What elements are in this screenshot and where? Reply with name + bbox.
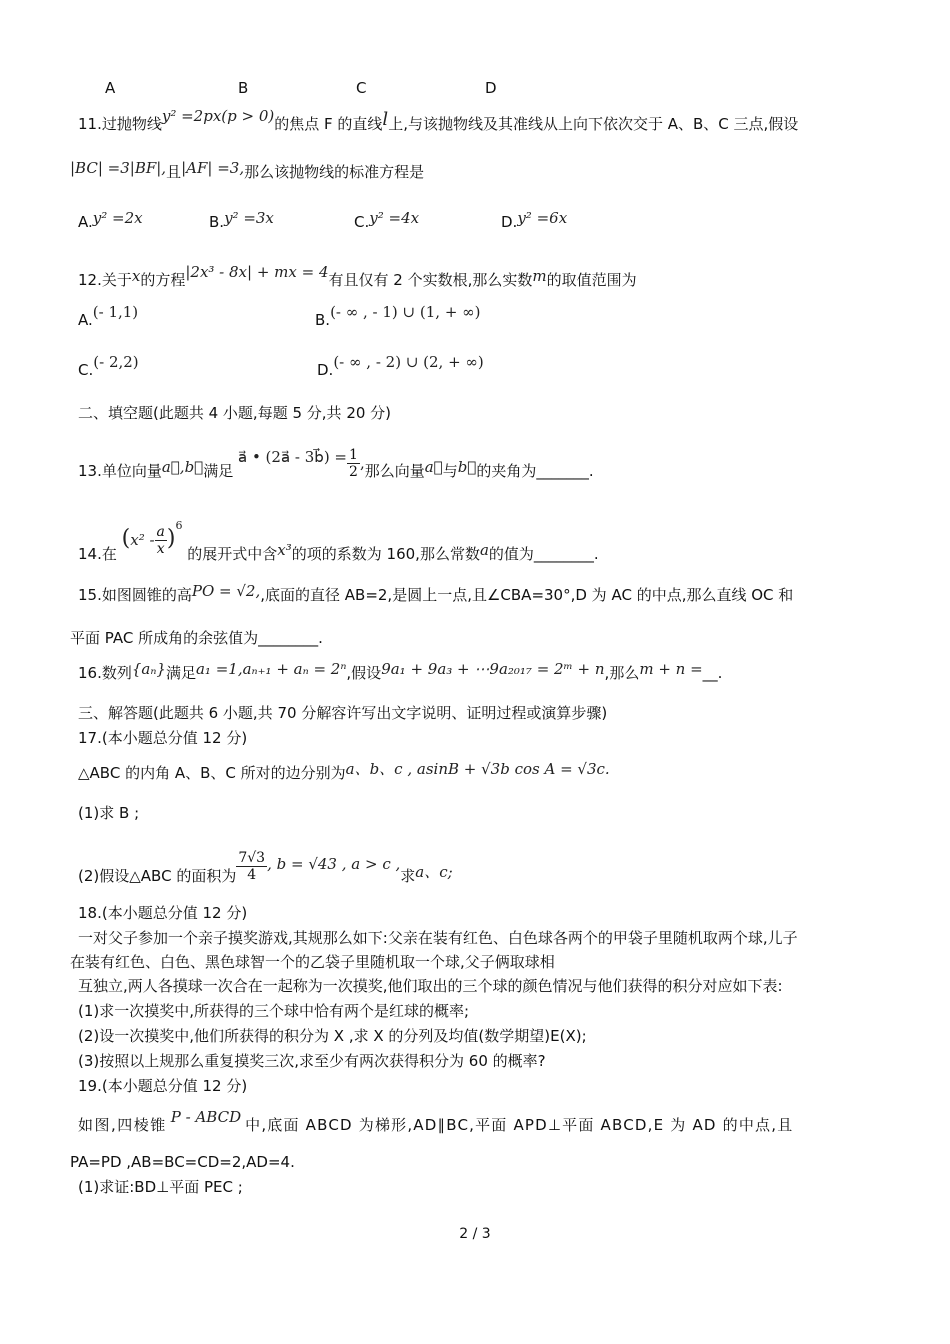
- q11-prefix: 11.过抛物线: [78, 115, 162, 133]
- q11-math-l: l: [382, 109, 389, 130]
- q18-part3: (3)按照以上规那么重复摸奖三次,求至少有两次获得积分为 60 的概率?: [78, 1052, 546, 1070]
- q17-part1: (1)求 B ;: [78, 804, 140, 822]
- q11-stem-line1: [78, 107, 799, 134]
- q11-math-af: |AF| =3,: [181, 159, 245, 177]
- q11-option-a: A.y² =2x: [78, 209, 143, 231]
- q11-text2: 上,与该抛物线及其准线从上向下依次交于 A、B、C 三点,假设: [388, 115, 799, 133]
- q11-option-c: C.y² =4x: [354, 209, 420, 231]
- q11-math-bc: |BC| =3|BF|,: [70, 159, 167, 177]
- q17-frac-area: $\frac{7√3}{4}$: [238, 850, 266, 883]
- q18-line2: 在装有红色、白色、黑色球智一个的乙袋子里随机取一个球,父子俩取球相: [70, 953, 555, 971]
- q18-part2: (2)设一次摸奖中,他们所获得的积分为 X ,求 X 的分列及均值(数学期望)E(X);: [78, 1027, 587, 1045]
- q14-math-a: a: [479, 541, 489, 559]
- section3-heading: 三、解答题(此题共 6 小题,共 70 分解容许写出文字说明、证明过程或演算步骤): [78, 704, 608, 722]
- q18-title: 18.(本小题总分值 12 分): [78, 904, 248, 922]
- q11-option-b: B.y² =3x: [209, 209, 274, 231]
- q15-math-po: PO = √2,: [191, 582, 261, 600]
- q12-math-x: x: [131, 267, 141, 285]
- q15-stem-line1: 15.如图圆锥的高PO = √2,,底面的直径 AB=2,是圆上一点,且∠CBA=30°,D 为 AC 的中点,那么直线 OC 和: [78, 582, 794, 604]
- q19-line2: PA=PD ,AB=BC=CD=2,AD=4.: [70, 1153, 295, 1171]
- q11-option-d: D.y² =6x: [501, 209, 568, 231]
- q13-stem: 13.单位向量a⃗,b⃗满足 a⃗ • (2a⃗ - 3b⃗) = $\frac{1}{2}$ ,那么向量a⃗与b⃗的夹角为_______.: [78, 447, 594, 480]
- q16-stem: 16.数列{aₙ}满足a₁ =1,aₙ₊₁ + aₙ = 2ⁿ,假设9a₁ + 9a₃ + ⋯9a₂₀₁₇ = 2ᵐ + n,那么m + n =__.: [78, 660, 723, 682]
- q16-math-a1: a₁ =1,: [195, 660, 243, 678]
- page-number: 2 / 3: [459, 1226, 491, 1242]
- q18-part1: (1)求一次摸奖中,所获得的三个球中恰有两个是红球的概率;: [78, 1002, 470, 1020]
- q12-option-d: D.(- ∞ , - 2) ∪ (2, + ∞): [317, 353, 484, 379]
- q17-math-condition: a、b、c , asinB + √3b cos A = √3c.: [345, 760, 610, 778]
- q15-stem-line2: 平面 PAC 所成角的余弦值为________.: [70, 629, 323, 647]
- q12-option-b: B.(- ∞ , - 1) ∪ (1, + ∞): [315, 303, 481, 329]
- top-choice-c: C: [356, 79, 367, 97]
- q14-paren-open: (: [121, 526, 131, 551]
- q12-math-equation: |2x³ - 8x| + mx = 4: [185, 263, 329, 281]
- q14-frac: $\frac{a}{x}$: [156, 524, 165, 557]
- q14-paren-close: ): [166, 526, 176, 551]
- q13-math-vectors: a⃗,b⃗: [161, 458, 204, 476]
- q17-math-ac: a、c;: [415, 863, 453, 881]
- q11-stem-line2: [70, 159, 425, 182]
- q17-stem: △ABC 的内角 A、B、C 所对的边分别为a、b、c , asinB + √3b cos A = √3c.: [78, 760, 610, 782]
- q12-math-m: m: [532, 267, 547, 285]
- q12-option-a: A.(- 1,1): [78, 303, 139, 329]
- top-choice-a: A: [105, 79, 116, 97]
- q12-option-c: C.(- 2,2): [78, 353, 139, 379]
- q18-line3: 互独立,两人各摸球一次合在一起称为一次摸奖,他们取出的三个球的颜色情况与他们获得的积分对应如下表:: [78, 977, 783, 995]
- q11-text3: 且: [166, 163, 182, 181]
- q11-text4: 那么该抛物线的标准方程是: [244, 163, 425, 181]
- q14-power: 6: [175, 519, 183, 532]
- q13-frac: $\frac{1}{2}$: [349, 447, 358, 480]
- section2-heading: 二、填空题(此题共 4 小题,每题 5 分,共 20 分): [78, 404, 392, 422]
- q16-math-mn: m + n =: [639, 660, 703, 678]
- q17-part2: (2)假设△ABC 的面积为 $\frac{7√3}{4}$ , b = √43 , a > c ,求a、c;: [78, 850, 453, 885]
- top-choice-b: B: [238, 79, 249, 97]
- q19-title: 19.(本小题总分值 12 分): [78, 1077, 248, 1095]
- q16-math-sum: 9a₁ + 9a₃ + ⋯9a₂₀₁₇ = 2ᵐ + n: [381, 660, 605, 678]
- q19-math-pyramid: P - ABCD: [170, 1108, 242, 1126]
- q17-title: 17.(本小题总分值 12 分): [78, 729, 248, 747]
- q18-line1: 一对父子参加一个亲子摸奖游戏,其规那么如下:父亲在装有红色、白色球各两个的甲袋子里随机取两个球,儿子: [78, 929, 798, 947]
- q19-part1: (1)求证:BD⊥平面 PEC ;: [78, 1178, 243, 1196]
- q13-math-dot: a⃗ • (2a⃗ - 3b⃗) =: [237, 448, 348, 466]
- q16-math-seq: {aₙ}: [131, 660, 166, 678]
- q14-expr: x² -: [130, 531, 155, 549]
- q17-math-b: , b = √43 , a > c ,: [267, 855, 401, 873]
- q19-line1: 如图,四棱锥 P - ABCD 中,底面 ABCD 为梯形,AD∥BC,平面 APD⊥平面 ABCD,E 为 AD 的中点,且: [78, 1108, 794, 1134]
- q12-stem: 12.关于x的方程|2x³ - 8x| + mx = 4有且仅有 2 个实数根,那么实数m的取值范围为: [78, 263, 637, 289]
- top-choice-d: D: [485, 79, 497, 97]
- q14-math-x3: x³: [277, 541, 292, 559]
- q16-math-recur: aₙ₊₁ + aₙ = 2ⁿ: [242, 660, 347, 678]
- q14-stem: 14.在 (x² - $\frac{a}{x}$ )$^6$ 的展开式中含x³的项的系数为 160,那么常数a的值为________.: [78, 519, 599, 563]
- q11-text1: 的焦点 F 的直线: [274, 115, 383, 133]
- q11-math-parabola: y² =2px(p > 0): [161, 107, 275, 125]
